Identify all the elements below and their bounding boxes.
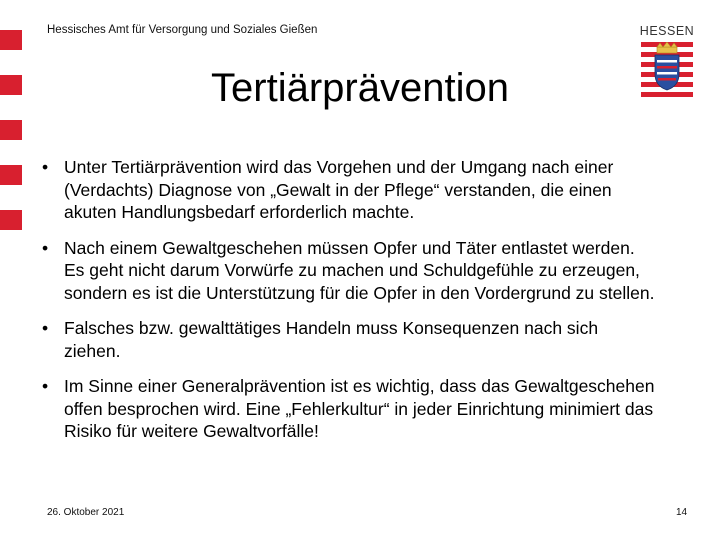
- bullet-dot-icon: •: [42, 157, 49, 177]
- organization-name: Hessisches Amt für Versorgung und Soziales Gießen: [47, 24, 318, 36]
- bullet-text: Im Sinne einer Generalprävention ist es wichtig, dass das Gewaltgeschehen offen besprochen wird. Eine „Fehlerkultur“ in jeder Einrichtung minimiert das Risiko für weitere Gewaltvorfälle!: [64, 376, 655, 441]
- bullet-list: [36, 156, 658, 456]
- bullet-item: [36, 237, 658, 305]
- footer-date: 26. Oktober 2021: [47, 507, 125, 518]
- slide-title: Tertiärprävention: [211, 66, 509, 110]
- bullet-item: [36, 375, 658, 443]
- bullet-dot-icon: •: [42, 318, 49, 338]
- bullet-text: Nach einem Gewaltgeschehen müssen Opfer und Täter entlastet werden. Es geht nicht darum Vorwürfe zu machen und Schuldgefühle zu erzeugen, sondern es ist die Unterstützung für die Opfer in den Vordergrund zu stellen.: [64, 237, 655, 303]
- decor-bar-3: [0, 120, 22, 140]
- bullet-item: [36, 156, 658, 224]
- bullet-dot-icon: •: [42, 237, 49, 258]
- bullet-text: Unter Tertiärprävention wird das Vorgehen und der Umgang nach einer (Verdachts) Diagnose von „Gewalt in der Pflege“ verstanden, die einen akuten Handlungsbedarf erforderlich machte.: [64, 157, 614, 222]
- logo-wordmark: HESSEN: [639, 24, 695, 38]
- decor-bar-5: [0, 210, 22, 230]
- bullet-item: [36, 317, 658, 362]
- bullet-dot-icon: •: [42, 376, 49, 396]
- decor-bar-4: [0, 165, 22, 185]
- decor-bar-1: [0, 30, 22, 50]
- page-number: 14: [676, 507, 688, 518]
- bullet-text: Falsches bzw. gewalttätiges Handeln muss Konsequenzen nach sich ziehen.: [64, 318, 599, 361]
